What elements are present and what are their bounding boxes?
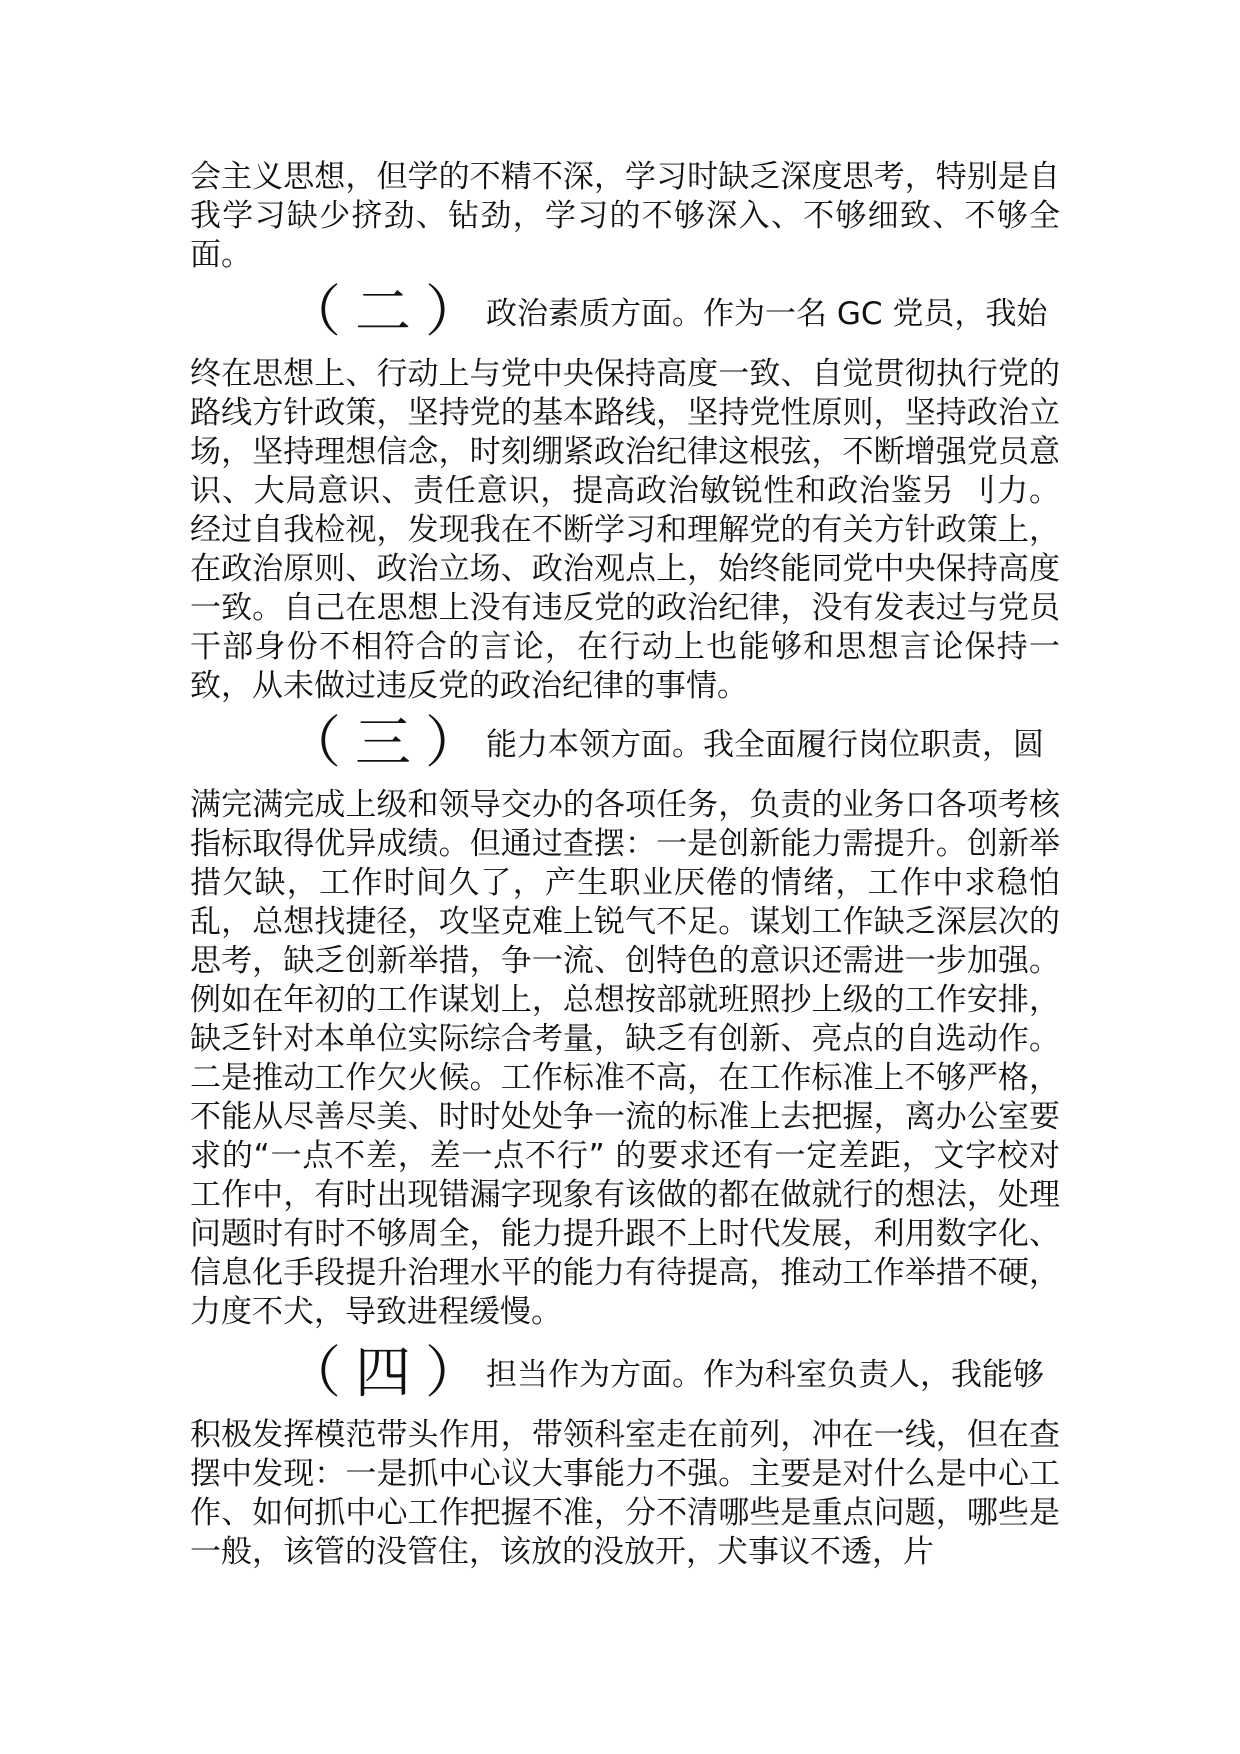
- section-first-line: 担当作为方面。作为科室负责人，我能够: [486, 1357, 1044, 1393]
- intro-paragraph: 会主义思想，但学的不精不深，学习时缺乏深度思考，特别是自我学习缺少挤劲、钻劲，学习的不够深入、不够细致、不够全面。: [190, 159, 1060, 273]
- section-heading: （三）: [285, 711, 495, 776]
- section-heading-line: [190, 711, 1060, 786]
- section-paragraph: 满完满完成上级和领导交办的各项任务，负责的业务口各项考核指标取得优异成绩。但通过查摆：一是创新能力需提升。创新举措欠缺，工作时间久了，产生职业厌倦的情绪，工作中求稳怕乱，总想找捷径，攻坚克难上锐气不足。谋划工作缺乏深层次的思考，缺乏创新举措，争一流、创特色的意识还需进一步加强。例如在年初的工作谋划上，总想按部就班照抄上级的工作安排，缺乏针对本单位实际综合考量，缺乏有创新、亮点的自选动作。二是推动工作欠火候。工作标准不高，在工作标准上不够严格，不能从尽善尽美、时时处处争一流的标准上去把握，离办公室要求的“一点不差，差一点不行” 的要求还有一定差距，文字校对工作中，有时出现错漏字现象有该做的都在做就行的想法，处理问题时有时不够周全，能力提升跟不上时代发展，利用数字化、信息化手段提升治理水平的能力有待提高，推动工作举措不硬，力度不犬，导致进程缓慢。: [190, 787, 1060, 1330]
- section-responsibility: [190, 1341, 1060, 1572]
- document-body: [190, 158, 1060, 1572]
- section-first-line: 能力本领方面。我全面履行岗位职责，圆: [486, 727, 1044, 763]
- section-ability: [190, 711, 1060, 1332]
- section-heading-line: [190, 1341, 1060, 1416]
- section-heading: （二）: [285, 280, 495, 345]
- section-political-quality: [190, 280, 1060, 706]
- section-heading-line: [190, 280, 1060, 355]
- section-heading: （四）: [285, 1341, 495, 1406]
- section-paragraph: 积极发挥模范带头作用，带领科室走在前列，冲在一线，但在查摆中发现：一是抓中心议大事能力不强。主要是对什么是中心工作、如何抓中心工作把握不准，分不清哪些是重点问题，哪些是一般，该管的没管住，该放的没放开，犬事议不透，片: [190, 1417, 1060, 1570]
- section-paragraph: 终在思想上、行动上与党中央保持高度一致、自觉贯彻执行党的路线方针政策，坚持党的基本路线，坚持党性原则，坚持政治立场，坚持理想信念，时刻绷紧政治纪律这根弦，不断增强党员意识、大局意识、责任意识，提高政治敏锐性和政治鉴另 刂力。经过自我检视，发现我在不断学习和理解党的有关方针政策上，在政治原则、政治立场、政治观点上，始终能同党中央保持高度一致。自己在思想上没有违反党的政治纪律，没有发表过与党员干部身份不相符合的言论，在行动上也能够和思想言论保持一致，从未做过违反党的政治纪律的事情。: [190, 356, 1060, 704]
- section-first-line: 政治素质方面。作为一名 GC 党员，我始: [486, 296, 1048, 332]
